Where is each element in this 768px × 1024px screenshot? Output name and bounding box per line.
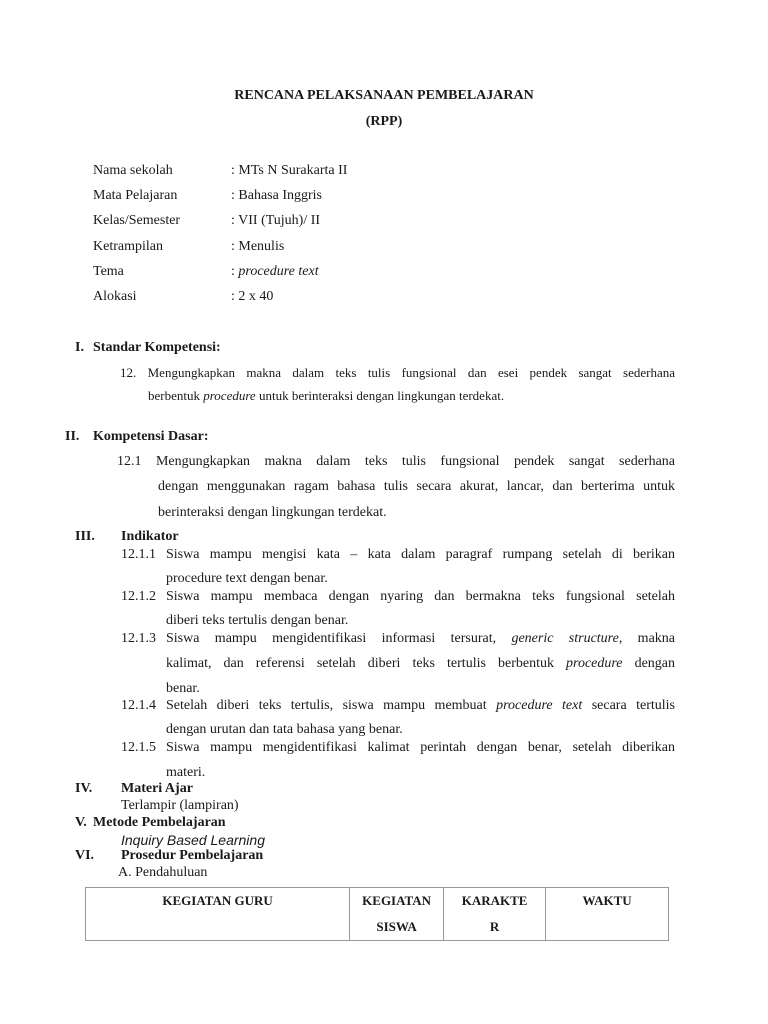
document-subtitle: (RPP) xyxy=(365,114,403,129)
section-6-number: VI. xyxy=(75,848,95,863)
text-run-italic: procedure xyxy=(566,656,623,671)
info-value-theme xyxy=(231,264,319,280)
text-run-italic: generic structure xyxy=(511,631,619,646)
indicator-text: diberi teks tertulis dengan benar. xyxy=(166,613,349,628)
text-run: dengan xyxy=(622,656,675,671)
text-run: Siswa mampu mengidentifikasi informasi tersurat, xyxy=(166,631,512,646)
indicator-text: Siswa mampu membaca dengan nyaring dan bermakna teks fungsional setelah xyxy=(166,589,675,604)
text-run: , makna xyxy=(618,631,676,646)
info-label-theme: Tema xyxy=(93,264,124,279)
section-5-body: Inquiry Based Learning xyxy=(121,832,265,848)
section-4-title: Materi Ajar xyxy=(121,781,193,796)
indicator-text: dengan urutan dan tata bahasa yang benar. xyxy=(166,722,403,737)
section-4-number: IV. xyxy=(75,781,93,796)
section-1-text-line2 xyxy=(148,388,504,404)
indicator-text xyxy=(166,698,675,714)
indicator-code: 12.1.5 xyxy=(121,740,156,755)
activity-table xyxy=(85,887,669,941)
indicator-text: Siswa mampu mengisi kata – kata dalam paragraf rumpang setelah di berikan xyxy=(166,547,675,562)
header-line: KEGIATAN xyxy=(362,893,432,908)
section-1-text-line1: 12. Mengungkapkan makna dalam teks tulis fungsional dan esei pendek sangat sederhana xyxy=(120,365,675,380)
indicator-code: 12.1.2 xyxy=(121,589,156,604)
section-2-number: II. xyxy=(65,429,80,444)
info-value-skill: : Menulis xyxy=(231,239,285,254)
text-run: kalimat, dan referensi setelah diberi teks tertulis berbentuk xyxy=(166,656,567,671)
header-line: WAKTU xyxy=(582,893,632,908)
section-2-text-line2: dengan menggunakan ragam bahasa tulis secara akurat, lancar, dan berterima untuk xyxy=(158,479,675,494)
table-header-cell xyxy=(444,888,546,941)
info-value-allocation: : 2 x 40 xyxy=(231,289,274,304)
indicator-text xyxy=(166,631,675,647)
section-6-subheading: A. Pendahuluan xyxy=(118,865,208,880)
table-header-cell xyxy=(86,888,350,941)
section-3-number: III. xyxy=(75,529,95,544)
section-1-title: Standar Kompetensi: xyxy=(93,340,221,355)
document-title: RENCANA PELAKSANAAN PEMBELAJARAN xyxy=(234,88,534,103)
header-line: KEGIATAN GURU xyxy=(162,893,273,908)
indicator-code: 12.1.1 xyxy=(121,547,156,562)
table-header-cell xyxy=(546,888,669,941)
text-run-italic: procedure text xyxy=(496,698,583,713)
header-line: SISWA xyxy=(376,919,417,934)
info-label-allocation: Alokasi xyxy=(93,289,137,304)
info-value-class: : VII (Tujuh)/ II xyxy=(231,213,321,228)
section-5-number: V. xyxy=(75,815,87,830)
text-run-italic: procedure xyxy=(203,388,256,403)
indicator-code: 12.1.4 xyxy=(121,698,156,713)
header-line: KARAKTE xyxy=(461,893,528,908)
info-label-class: Kelas/Semester xyxy=(93,213,181,228)
section-3-title: Indikator xyxy=(121,529,179,544)
text-run: berbentuk xyxy=(148,388,204,403)
section-6-title: Prosedur Pembelajaran xyxy=(121,848,264,863)
section-2-text-line3: berinteraksi dengan lingkungan terdekat. xyxy=(158,505,387,520)
header-line: R xyxy=(489,919,500,934)
info-value-school: : MTs N Surakarta II xyxy=(231,163,348,178)
text-run: untuk berinteraksi dengan lingkungan terdekat. xyxy=(255,388,505,403)
section-1-number: I. xyxy=(75,340,84,355)
info-label-school: Nama sekolah xyxy=(93,163,173,178)
indicator-text xyxy=(166,656,675,672)
indicator-text: materi. xyxy=(166,765,206,780)
text-run: Setelah diberi teks tertulis, siswa mampu membuat xyxy=(166,698,497,713)
info-value-subject: : Bahasa Inggris xyxy=(231,188,322,203)
indicator-text: benar. xyxy=(166,681,200,696)
text-run: secara tertulis xyxy=(582,698,675,713)
section-2-text-line1: 12.1 Mengungkapkan makna dalam teks tulis fungsional pendek sangat sederhana xyxy=(117,454,675,469)
indicator-code: 12.1.3 xyxy=(121,631,156,646)
theme-value: procedure text xyxy=(238,264,319,279)
indicator-text: procedure text dengan benar. xyxy=(166,571,328,586)
section-4-body: Terlampir (lampiran) xyxy=(121,798,239,813)
theme-prefix: : xyxy=(231,264,239,279)
indicator-text: Siswa mampu mengidentifikasi kalimat perintah dengan benar, setelah diberikan xyxy=(166,740,675,755)
info-label-skill: Ketrampilan xyxy=(93,239,163,254)
section-2-title: Kompetensi Dasar: xyxy=(93,429,209,444)
table-header-row xyxy=(86,888,669,941)
table-header-cell xyxy=(350,888,444,941)
section-5-title: Metode Pembelajaran xyxy=(93,815,226,830)
info-label-subject: Mata Pelajaran xyxy=(93,188,178,203)
